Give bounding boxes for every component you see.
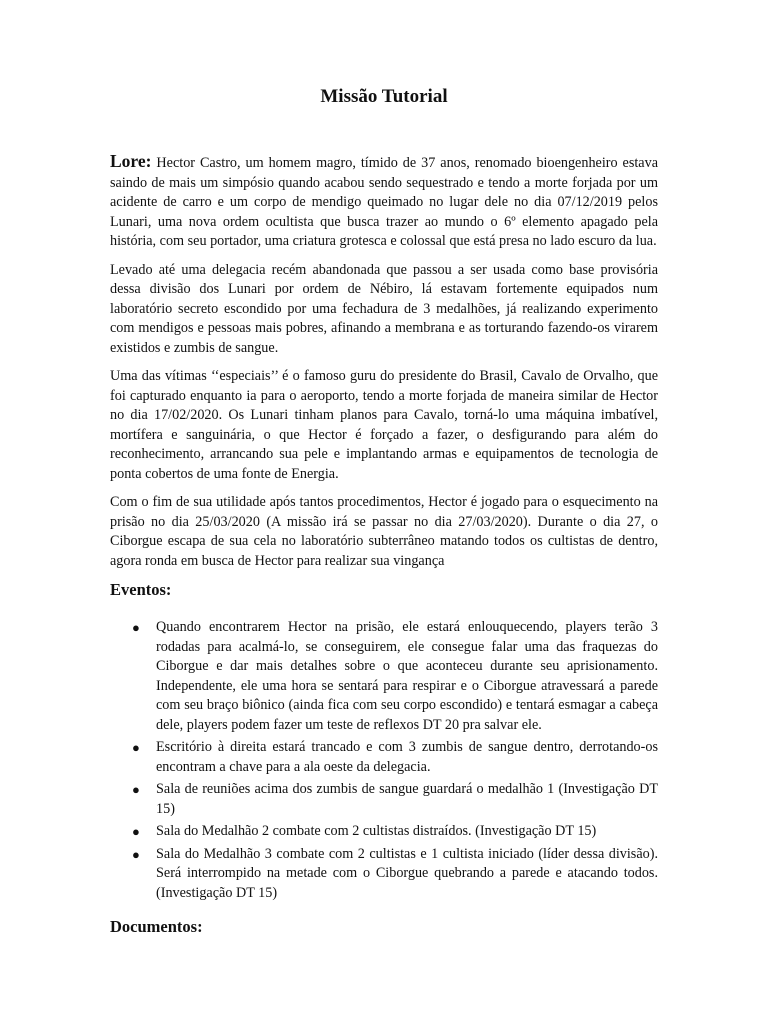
list-item xyxy=(132,618,658,735)
list-item xyxy=(132,822,658,842)
bullet-icon: ● xyxy=(132,782,140,797)
bullet-icon: ● xyxy=(132,846,140,862)
list-item xyxy=(132,738,658,777)
documents-heading: Documentos: xyxy=(110,917,203,936)
event-text: Quando encontrarem Hector na prisão, ele estará enlouquecendo, players terão 3 rodadas para acalmá-lo, se conseguirem, ele consegue falar uma das fraquezas do Ciborgue e dar mais detalhes sobre o que aconteceu durante seu aprisionamento. Independente, ele uma hora se sentará para respirar e o Ciborgue atravessará a parede com seu braço biônico (ainda fica com seu corpo escondido) e tentará esmagar a cabeça dele, players podem fazer um teste de reflexos DT 20 pra salvar ele. xyxy=(156,619,658,733)
bullet-icon: ● xyxy=(132,824,140,839)
list-item xyxy=(132,845,658,904)
events-heading: Eventos: xyxy=(110,580,172,599)
lore-text-1: Hector Castro, um homem magro, tímido de 37 anos, renomado bioengenheiro estava saindo de mais um simpósio quando acabou sendo sequestrado e tendo a morte forjada por um acidente de carro e um corpo de mendigo queimado no lugar dele no dia 07/12/2019 pelos Lunari, uma nova ordem ocultista que busca trazer ao mundo o 6º elemento apagado pela história, com seu portador, uma criatura grotesca e colossal que está presa no lado escuro da lua. xyxy=(110,155,658,249)
event-text: Sala do Medalhão 3 combate com 2 cultistas e 1 cultista iniciado (líder dessa divisão). Será interrompido na metade com o Ciborgue quebrando a parede e atacando todos. (Investigação DT 15) xyxy=(156,845,658,901)
events-list xyxy=(110,618,658,903)
list-item xyxy=(132,780,658,819)
page-title: Missão Tutorial xyxy=(320,86,448,107)
bullet-icon: ● xyxy=(132,620,140,635)
lore-paragraph-4: Com o fim de sua utilidade após tantos procedimentos, Hector é jogado para o esquecimento na prisão no dia 25/03/2020 (A missão irá se passar no dia 27/03/2020). Durante o dia 27, o Ciborgue escapa de sua cela no laboratório subterrâneo matando todos os cultistas de dentro, agora ronda em busca de Hector para realizar sua vingança xyxy=(110,494,658,569)
event-text: Escritório à direita estará trancado e com 3 zumbis de sangue dentro, derrotando-os encontram a chave para a ala oeste da delegacia. xyxy=(156,739,658,775)
lore-paragraph-3: Uma das vítimas ‘‘especiais’’ é o famoso guru do presidente do Brasil, Cavalo de Orvalho, que foi capturado enquanto ia para o aeroporto, tendo a morte forjada de maneira similar de Hector no dia 17/02/2020. Os Lunari tinham planos para Cavalo, torná-lo uma máquina imbatível, mortífera e sanguinária, o que Hector é forçado a fazer, o desfigurando para além do reconhecimento, arrancando sua pele e implantando armas e equipamentos de tecnologia de ponta cobertos de uma fonte de Energia. xyxy=(110,368,658,482)
event-text: Sala do Medalhão 2 combate com 2 cultistas distraídos. (Investigação DT 15) xyxy=(156,823,597,839)
lore-paragraph-1 xyxy=(110,152,658,252)
lore-label: Lore: xyxy=(110,151,152,171)
event-text: Sala de reuniões acima dos zumbis de sangue guardará o medalhão 1 (Investigação DT 15) xyxy=(156,781,658,817)
lore-paragraph-2: Levado até uma delegacia recém abandonada que passou a ser usada como base provisória dessa divisão dos Lunari por ordem de Nébiro, lá estavam fortemente equipados num laboratório secreto escondido por uma fechadura de 3 medalhões, já realizando experimento com mendigos e pessoas mais pobres, afinando a membrana e as torturando fazendo-os virarem existidos e zumbis de sangue. xyxy=(110,261,658,356)
bullet-icon: ● xyxy=(132,740,140,755)
document-body xyxy=(110,152,658,937)
